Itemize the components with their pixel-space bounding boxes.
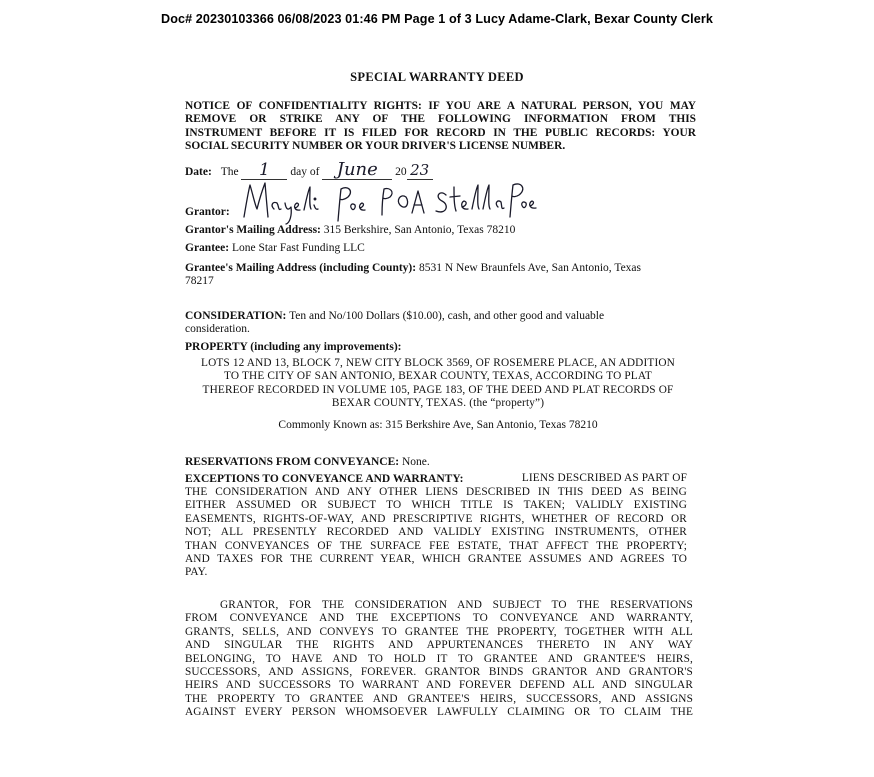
grantee-mailing-zip: 78217 [185, 275, 214, 287]
date-day-handwritten: 1 [259, 160, 270, 180]
grantor-mailing-label: Grantor's Mailing Address: [185, 224, 321, 236]
recording-stamp: Doc# 20230103366 06/08/2023 01:46 PM Page 1 of 3 Lucy Adame-Clark, Bexar County Clerk [161, 12, 713, 26]
grantor-label: Grantor: [185, 206, 230, 218]
granting-line: AND SINGULAR THE RIGHTS AND APPURTENANCES THERETO IN ANY WAY [185, 639, 693, 652]
grantee-mailing-address [185, 261, 641, 275]
grantee-value: Lone Star Fast Funding LLC [231, 242, 365, 254]
reservations-line [185, 455, 430, 469]
exceptions-first-line [185, 472, 687, 486]
granting-line: BELONGING, TO HAVE AND TO HOLD IT TO GRANTEE AND GRANTEE'S HEIRS, [185, 652, 693, 665]
reservations-label: RESERVATIONS FROM CONVEYANCE: [185, 456, 400, 468]
property-legal-description [185, 357, 691, 411]
notice-line: NOTICE OF CONFIDENTIALITY RIGHTS: IF YOU ARE A NATURAL PERSON, YOU MAY [185, 100, 696, 112]
exceptions-line: EASEMENTS, RIGHTS-OF-WAY, AND PRESCRIPTIVE RIGHTS, WHETHER OF RECORD OR [185, 512, 687, 525]
exceptions-line: PAY. [185, 566, 208, 579]
date-month-handwritten: June [336, 159, 378, 180]
exceptions-first-rest: LIENS DESCRIBED AS PART OF [521, 472, 687, 484]
property-label: PROPERTY (including any improvements): [185, 341, 402, 353]
notice-line: INSTRUMENT BEFORE IT IS FILED FOR RECORD IN THE PUBLIC RECORDS: YOUR [185, 126, 696, 139]
granting-line: THE PROPERTY TO GRANTEE AND GRANTEE'S HEIRS, SUCCESSORS, AND ASSIGNS [185, 692, 693, 705]
granting-clause [185, 599, 693, 720]
reservations-value: None. [401, 456, 430, 468]
legal-line: LOTS 12 AND 13, BLOCK 7, NEW CITY BLOCK 3569, OF ROSEMERE PLACE, AN ADDITION [201, 357, 675, 369]
exceptions-label: EXCEPTIONS TO CONVEYANCE AND WARRANTY: [185, 473, 464, 485]
consideration-value: Ten and No/100 Dollars ($10.00), cash, and other good and valuable [289, 310, 605, 322]
exceptions-line: THE CONSIDERATION AND ANY OTHER LIENS DESCRIBED IN THIS DEED AS BEING [185, 486, 687, 498]
exceptions-line: AND TAXES FOR THE CURRENT YEAR, WHICH GRANTEE ASSUMES AND AGREES TO [185, 553, 687, 566]
granting-line: GRANTS, SELLS, AND CONVEYS TO GRANTEE THE PROPERTY, TOGETHER WITH ALL [185, 625, 693, 638]
granting-line: GRANTOR, FOR THE CONSIDERATION AND SUBJECT TO THE RESERVATIONS [220, 599, 693, 611]
exceptions-line: NOT; ALL PRESENTLY RECORDED AND VALIDLY EXISTING INSTRUMENTS, OTHER [185, 526, 687, 539]
notice-line: REMOVE OR STRIKE ANY OF THE FOLLOWING INFORMATION FROM THIS [185, 113, 696, 126]
notice-line: SOCIAL SECURITY NUMBER OR YOUR DRIVER'S LICENSE NUMBER. [185, 139, 566, 152]
exceptions-body [185, 486, 687, 580]
grantor-signature [240, 175, 540, 225]
date-label: Date: [185, 166, 212, 178]
date-year-handwritten: 23 [410, 161, 430, 179]
confidentiality-notice [185, 100, 696, 153]
consideration-label: CONSIDERATION: [185, 310, 287, 322]
legal-line: BEXAR COUNTY, TEXAS. (the “property”) [331, 397, 545, 410]
legal-line: TO THE CITY OF SAN ANTONIO, BEXAR COUNTY, TEXAS, ACCORDING TO PLAT [224, 370, 652, 383]
date-year-prefix: 20 [395, 166, 407, 178]
commonly-known-as: Commonly Known as: 315 Berkshire Ave, San Antonio, Texas 78210 [278, 419, 598, 431]
legal-line: THEREOF RECORDED IN VOLUME 105, PAGE 183, OF THE DEED AND PLAT RECORDS OF [202, 383, 674, 396]
granting-line: HEIRS AND SUCCESSORS TO WARRANT AND FOREVER DEFEND ALL AND SINGULAR [185, 679, 693, 692]
granting-line: AGAINST EVERY PERSON WHOMSOEVER LAWFULLY CLAIMING OR TO CLAIM THE [185, 706, 693, 719]
exceptions-line: THAN CONVEYANCES OF THE SURFACE FEE ESTATE, THAT AFFECT THE PROPERTY; [185, 539, 687, 552]
grantee-mailing-label: Grantee's Mailing Address (including County): [185, 262, 417, 274]
date-day-of: day of [290, 166, 320, 178]
consideration-line2: consideration. [185, 323, 250, 335]
date-the: The [220, 166, 239, 178]
grantee-mailing-value: 8531 N New Braunfels Ave, San Antonio, Texas [418, 262, 642, 274]
grantor-mailing-address [185, 223, 515, 237]
grantee-label: Grantee: [185, 242, 230, 254]
granting-line: FROM CONVEYANCE AND THE EXCEPTIONS TO CONVEYANCE AND WARRANTY, [185, 612, 693, 625]
grantee-line [185, 241, 365, 255]
consideration-line [185, 309, 604, 323]
exceptions-line: EITHER ASSUMED OR SUBJECT TO WHICH TITLE IS TAKEN; VALIDLY EXISTING [185, 499, 687, 512]
document-title: SPECIAL WARRANTY DEED [350, 70, 524, 84]
granting-line: SUCCESSORS, AND ASSIGNS, FOREVER. GRANTOR BINDS GRANTOR AND GRANTOR'S [185, 666, 693, 679]
grantor-mailing-value: 315 Berkshire, San Antonio, Texas 78210 [323, 224, 516, 236]
